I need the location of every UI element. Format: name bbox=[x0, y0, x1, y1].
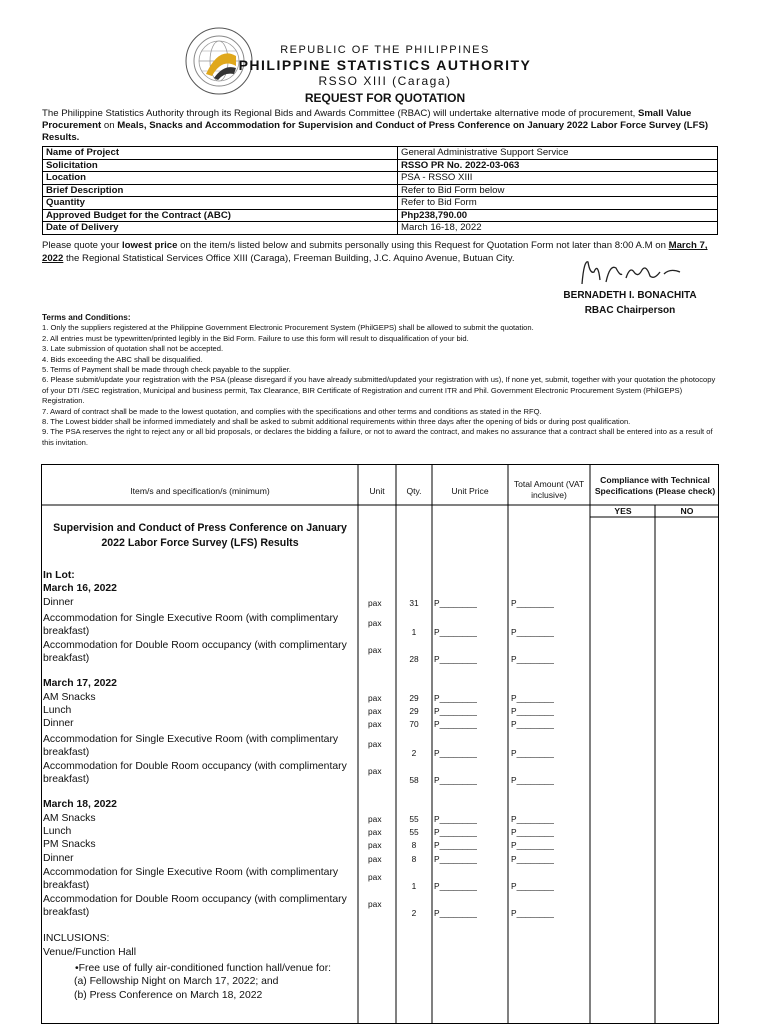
info-value: RSSO PR No. 2022-03-063 bbox=[398, 159, 718, 172]
total-amount-blank: P________ bbox=[511, 775, 554, 785]
term-item: 7. Award of contract shall be made to the lowest quotation, and complies with the specifications and other terms and conditions as stated in the RFQ. bbox=[42, 406, 542, 416]
total-amount-blank: P________ bbox=[511, 854, 554, 864]
total-amount-blank: P________ bbox=[511, 706, 554, 716]
info-row bbox=[43, 197, 718, 210]
item-qty: 2 bbox=[411, 908, 417, 918]
inclusions-title: INCLUSIONS: bbox=[43, 933, 110, 944]
item-unit: pax bbox=[368, 899, 382, 909]
item-description: PM Snacks bbox=[43, 839, 96, 850]
header-unit-price: Unit Price bbox=[451, 486, 489, 496]
term-item: 1. Only the suppliers registered at the Philippine Government Electronic Procurement System (PhilGEPS) shall be allowed to submit the quotation. bbox=[42, 323, 534, 333]
item-description: Accommodation for Double Room occupancy (with complimentary breakfast) bbox=[43, 761, 347, 786]
header-unit: Unit bbox=[369, 486, 385, 496]
item-unit: pax bbox=[368, 598, 382, 608]
item-qty: 29 bbox=[409, 693, 419, 703]
item-unit: pax bbox=[368, 840, 382, 850]
unit-price-blank: P________ bbox=[434, 654, 477, 664]
item-description: Dinner bbox=[43, 853, 74, 864]
term-item: 6. Please submit/update your registration with the PSA (please disregard if you have already submitted/updated your registration with us), If none yet, submit, together with your quotation the photocopy of your DTI /SEC registration, Municipal and business permit, Tax Clearance, BIR Certificate of Registration and current ITR and Phil. Government Electronic Procurement System (PhilGEPS) Registration. bbox=[42, 375, 716, 406]
item-qty: 1 bbox=[411, 627, 417, 637]
total-amount-blank: P________ bbox=[511, 719, 554, 729]
venue-item: (a) Fellowship Night on March 17, 2022; and bbox=[74, 976, 279, 988]
info-row bbox=[43, 159, 718, 172]
document-title: REQUEST FOR QUOTATION bbox=[304, 91, 466, 105]
terms-title: Terms and Conditions: bbox=[42, 313, 131, 322]
region-name: RSSO XIII (Caraga) bbox=[318, 74, 452, 88]
item-qty: 1 bbox=[411, 881, 417, 891]
item-unit: pax bbox=[368, 706, 382, 716]
header-items: Item/s and specification/s (minimum) bbox=[130, 486, 270, 496]
unit-price-blank: P________ bbox=[434, 881, 477, 891]
submission-instructions: Please quote your lowest price on the item/s listed below and submits personally using this Request for Quotation Form not later than 8:00 A.M on March 7, 2022 the Regional Statistical Services Office XIII (Caraga), Freeman Building, J.C. Aquino Avenue, Butuan City. bbox=[42, 240, 708, 264]
unit-price-blank: P________ bbox=[434, 814, 477, 824]
unit-price-blank: P________ bbox=[434, 908, 477, 918]
info-row bbox=[43, 209, 718, 222]
header-yes: YES bbox=[614, 506, 632, 516]
total-amount-blank: P________ bbox=[511, 598, 554, 608]
item-unit: pax bbox=[368, 693, 382, 703]
item-unit: pax bbox=[368, 739, 382, 749]
info-value: Refer to Bid Form below bbox=[398, 184, 718, 197]
republic-line: REPUBLIC OF THE PHILIPPINES bbox=[280, 44, 490, 56]
item-description: Dinner bbox=[43, 718, 74, 729]
item-description: Dinner bbox=[43, 597, 74, 608]
item-description: Lunch bbox=[43, 826, 72, 837]
signature-mark bbox=[576, 254, 686, 290]
unit-price-blank: P________ bbox=[434, 598, 477, 608]
item-qty: 8 bbox=[411, 840, 417, 850]
header-compliance: Compliance with Technical Specifications (Please check) bbox=[594, 475, 716, 496]
info-value: PSA - RSSO XIII bbox=[398, 172, 718, 185]
item-qty: 28 bbox=[409, 654, 419, 664]
intro-paragraph: The Philippine Statistics Authority through its Regional Bids and Awards Committee (RBAC) will undertake alternative mode of procurement, Small Value Procurement on Meals, Snacks and Accommodation for Supervision and Conduct of Press Conference on January 2022 Labor Force Survey (LFS) Results. bbox=[42, 108, 709, 143]
project-info-table bbox=[42, 146, 718, 235]
item-unit: pax bbox=[368, 827, 382, 837]
item-qty: 70 bbox=[409, 719, 419, 729]
unit-price-blank: P________ bbox=[434, 775, 477, 785]
total-amount-blank: P________ bbox=[511, 827, 554, 837]
item-description: AM Snacks bbox=[43, 813, 96, 824]
term-item: 9. The PSA reserves the right to reject any or all bid proposals, or declares the bidding a failure, or not to award the contract, and makes no assurance that a contract shall be entered into as a result of this invitation. bbox=[42, 427, 713, 447]
total-amount-blank: P________ bbox=[511, 814, 554, 824]
header-total: Total Amount (VAT inclusive) bbox=[513, 479, 585, 500]
unit-price-blank: P________ bbox=[434, 719, 477, 729]
info-key: Quantity bbox=[43, 197, 398, 210]
term-item: 3. Late submission of quotation shall not be accepted. bbox=[42, 344, 224, 354]
info-value: Refer to Bid Form bbox=[398, 197, 718, 210]
term-item: 4. Bids exceeding the ABC shall be disqualified. bbox=[42, 354, 203, 364]
venue-title: Venue/Function Hall bbox=[43, 947, 136, 958]
agency-name: PHILIPPINE STATISTICS AUTHORITY bbox=[238, 57, 532, 73]
item-unit: pax bbox=[368, 766, 382, 776]
item-qty: 2 bbox=[411, 748, 417, 758]
total-amount-blank: P________ bbox=[511, 908, 554, 918]
section-title: Supervision and Conduct of Press Conference on January 2022 Labor Force Survey (LFS) Results bbox=[53, 522, 347, 549]
item-qty: 55 bbox=[409, 827, 419, 837]
info-row bbox=[43, 172, 718, 185]
unit-price-blank: P________ bbox=[434, 840, 477, 850]
item-qty: 8 bbox=[411, 854, 417, 864]
info-row bbox=[43, 222, 718, 235]
info-key: Brief Description bbox=[43, 184, 398, 197]
in-lot-label: In Lot: bbox=[43, 570, 75, 581]
info-key: Name of Project bbox=[43, 147, 398, 160]
venue-item: (b) Press Conference on March 18, 2022 bbox=[74, 989, 263, 1001]
total-amount-blank: P________ bbox=[511, 748, 554, 758]
item-description: AM Snacks bbox=[43, 692, 96, 703]
item-description: Accommodation for Single Executive Room (with complimentary breakfast) bbox=[43, 734, 339, 759]
info-value: Php238,790.00 bbox=[398, 209, 718, 222]
item-qty: 31 bbox=[409, 598, 419, 608]
term-item: 2. All entries must be typewritten/printed legibly in the Bid Form. Failure to use this form will result to disqualification of your bid. bbox=[42, 333, 469, 343]
venue-item: •Free use of fully air-conditioned function hall/venue for: bbox=[75, 963, 332, 974]
item-qty: 55 bbox=[409, 814, 419, 824]
info-key: Approved Budget for the Contract (ABC) bbox=[43, 209, 398, 222]
item-description: Accommodation for Double Room occupancy (with complimentary breakfast) bbox=[43, 640, 347, 665]
item-unit: pax bbox=[368, 854, 382, 864]
term-item: 8. The Lowest bidder shall be informed immediately and shall be asked to submit additional requirements within three days after the opening of bids or during post qualification. bbox=[42, 417, 631, 427]
item-unit: pax bbox=[368, 719, 382, 729]
item-description: Accommodation for Single Executive Room (with complimentary breakfast) bbox=[43, 613, 339, 638]
total-amount-blank: P________ bbox=[511, 693, 554, 703]
item-unit: pax bbox=[368, 645, 382, 655]
day-date: March 18, 2022 bbox=[43, 799, 117, 810]
info-row bbox=[43, 147, 718, 160]
total-amount-blank: P________ bbox=[511, 627, 554, 637]
day-date: March 16, 2022 bbox=[43, 583, 117, 594]
header-qty: Qty. bbox=[406, 486, 422, 496]
header-no: NO bbox=[680, 506, 694, 516]
total-amount-blank: P________ bbox=[511, 881, 554, 891]
item-qty: 58 bbox=[409, 775, 419, 785]
day-date: March 17, 2022 bbox=[43, 678, 117, 689]
item-unit: pax bbox=[368, 618, 382, 628]
unit-price-blank: P________ bbox=[434, 706, 477, 716]
total-amount-blank: P________ bbox=[511, 654, 554, 664]
terms-and-conditions bbox=[42, 313, 722, 448]
info-key: Solicitation bbox=[43, 159, 398, 172]
signatory-title: RBAC Chairperson bbox=[584, 305, 676, 316]
item-unit: pax bbox=[368, 814, 382, 824]
term-item: 5. Terms of Payment shall be made through check payable to the supplier. bbox=[42, 365, 291, 375]
info-value: General Administrative Support Service bbox=[398, 147, 718, 160]
info-key: Location bbox=[43, 172, 398, 185]
unit-price-blank: P________ bbox=[434, 627, 477, 637]
unit-price-blank: P________ bbox=[434, 748, 477, 758]
item-description: Accommodation for Single Executive Room (with complimentary breakfast) bbox=[43, 867, 339, 892]
unit-price-blank: P________ bbox=[434, 854, 477, 864]
unit-price-blank: P________ bbox=[434, 827, 477, 837]
item-description: Accommodation for Double Room occupancy (with complimentary breakfast) bbox=[43, 894, 347, 919]
unit-price-blank: P________ bbox=[434, 693, 477, 703]
info-key: Date of Delivery bbox=[43, 222, 398, 235]
item-description: Lunch bbox=[43, 705, 72, 716]
info-value: March 16-18, 2022 bbox=[398, 222, 718, 235]
item-qty: 29 bbox=[409, 706, 419, 716]
total-amount-blank: P________ bbox=[511, 840, 554, 850]
signatory-name: BERNADETH I. BONACHITA bbox=[563, 290, 697, 301]
item-unit: pax bbox=[368, 872, 382, 882]
info-row bbox=[43, 184, 718, 197]
